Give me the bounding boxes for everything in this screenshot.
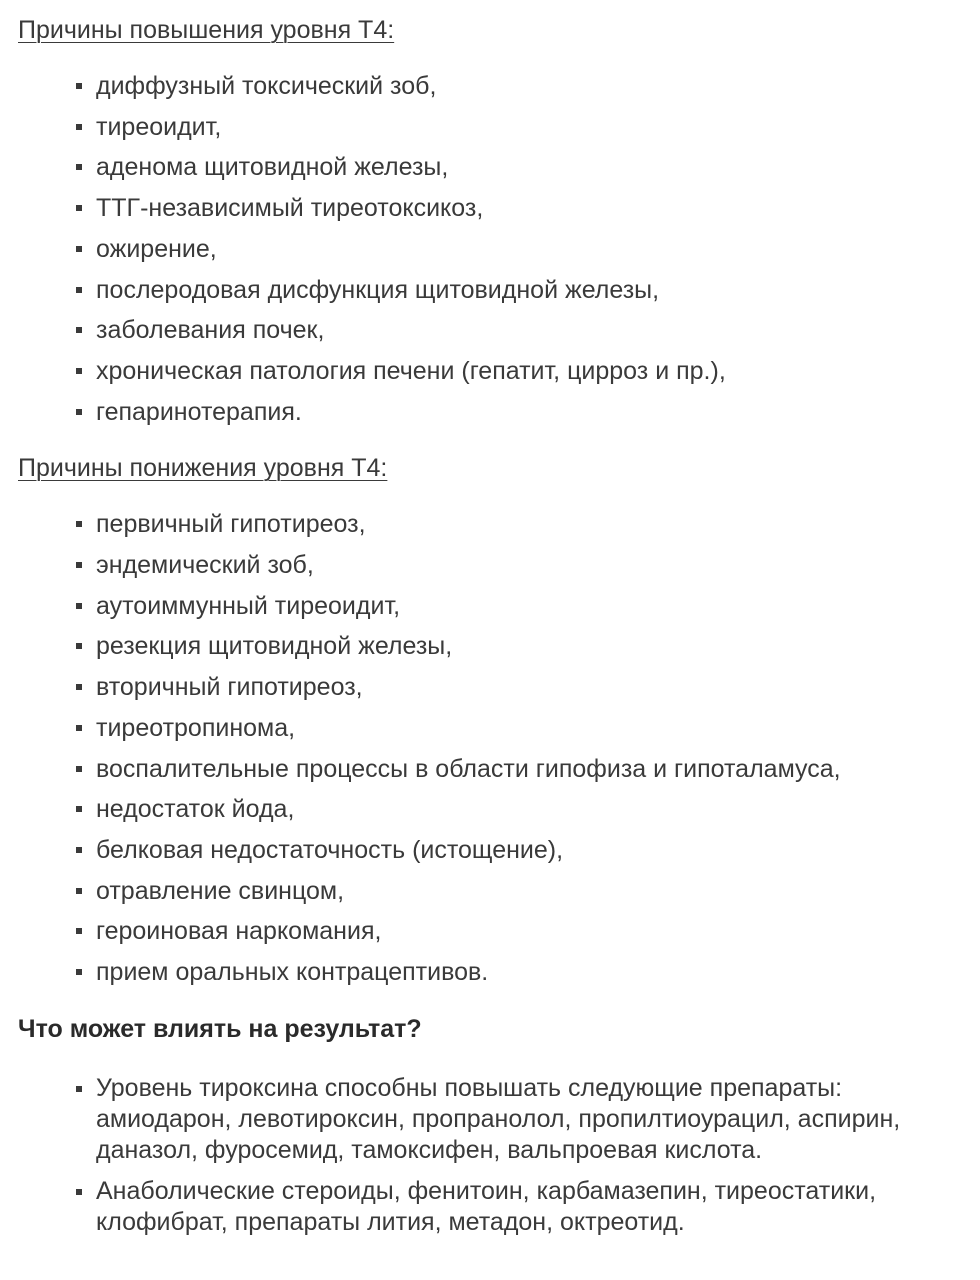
list-item [76, 66, 962, 107]
bullet-icon [76, 928, 82, 934]
list-item [76, 911, 962, 952]
bullet-icon [76, 725, 82, 731]
list-item [76, 952, 962, 993]
bullet-icon [76, 164, 82, 170]
bullet-icon [76, 83, 82, 89]
bullet-icon [76, 766, 82, 772]
list-item [76, 667, 962, 708]
list-item [76, 270, 962, 311]
bullet-icon [76, 562, 82, 568]
list-item-text: послеродовая дисфункция щитовидной железы, [96, 275, 660, 304]
list-item [76, 708, 962, 749]
list-item [76, 504, 962, 545]
bullet-icon [76, 521, 82, 527]
t4-increase-causes-list [18, 66, 962, 432]
list-item-text: заболевания почек, [96, 316, 325, 345]
list-item [76, 749, 962, 790]
result-factors-list [18, 1073, 962, 1238]
section-heading-t4-decrease: Причины понижения уровня Т4: [18, 454, 388, 483]
bullet-icon [76, 205, 82, 211]
bullet-icon [76, 368, 82, 374]
list-item-text: прием оральных контрацептивов. [96, 958, 489, 987]
list-item [76, 147, 962, 188]
list-item-text: тиреоидит, [96, 112, 222, 141]
list-item-text: первичный гипотиреоз, [96, 510, 366, 539]
list-item [76, 1176, 962, 1238]
list-item-text: диффузный токсический зоб, [96, 72, 437, 100]
list-item-text: белковая недостаточность (истощение), [96, 835, 564, 864]
list-item [76, 351, 962, 392]
list-item-text: аутоиммунный тиреоидит, [96, 591, 401, 620]
list-item-text: ожирение, [96, 234, 217, 263]
bullet-icon [76, 806, 82, 812]
list-item [76, 545, 962, 586]
bullet-icon [76, 1086, 82, 1092]
list-item-text: героиновая наркомания, [96, 917, 382, 946]
list-item-text: отравление свинцом, [96, 876, 345, 905]
bullet-icon [76, 684, 82, 690]
bullet-icon [76, 327, 82, 333]
bullet-icon [76, 287, 82, 293]
section-heading-result-factors: Что может влиять на результат? [18, 1014, 422, 1043]
list-item [76, 871, 962, 912]
list-item [76, 626, 962, 667]
list-item-text: Анаболические стероиды, фенитоин, карбамазепин, тиреостатики, клофибрат, препараты лития, метадон, октреотид. [96, 1176, 877, 1236]
list-item [76, 229, 962, 270]
list-item-text: вторичный гипотиреоз, [96, 673, 363, 702]
bullet-icon [76, 969, 82, 975]
list-item-text: тиреотропинома, [96, 713, 296, 742]
list-item [76, 107, 962, 148]
list-item-text: Уровень тироксина способны повышать следующие препараты: амиодарон, левотироксин, пропранолол, пропилтиоурацил, аспирин, даназол, фуросемид, тамоксифен, вальпроевая кислота. [96, 1073, 901, 1164]
list-item-text: воспалительные процессы в области гипофиза и гипоталамуса, [96, 754, 841, 783]
list-item [76, 789, 962, 830]
list-item-text: гепаринотерапия. [96, 397, 302, 426]
list-item [76, 188, 962, 229]
bullet-icon [76, 124, 82, 130]
list-item [76, 586, 962, 627]
list-item-text: недостаток йода, [96, 795, 295, 824]
list-item-text: хроническая патология печени (гепатит, цирроз и пр.), [96, 356, 726, 385]
list-item-text: ТТГ-независимый тиреотоксикоз, [96, 194, 484, 223]
t4-decrease-causes-list [18, 504, 962, 992]
bullet-icon [76, 246, 82, 252]
bullet-icon [76, 847, 82, 853]
list-item-text: резекция щитовидной железы, [96, 632, 453, 661]
bullet-icon [76, 409, 82, 415]
list-item [76, 1073, 962, 1166]
bullet-icon [76, 603, 82, 609]
list-item [76, 392, 962, 433]
bullet-icon [76, 1189, 82, 1195]
section-heading-t4-increase: Причины повышения уровня Т4: [18, 16, 395, 44]
list-item [76, 830, 962, 871]
list-item [76, 310, 962, 351]
bullet-icon [76, 643, 82, 649]
list-item-text: эндемический зоб, [96, 551, 314, 580]
list-item-text: аденома щитовидной железы, [96, 153, 449, 182]
bullet-icon [76, 888, 82, 894]
